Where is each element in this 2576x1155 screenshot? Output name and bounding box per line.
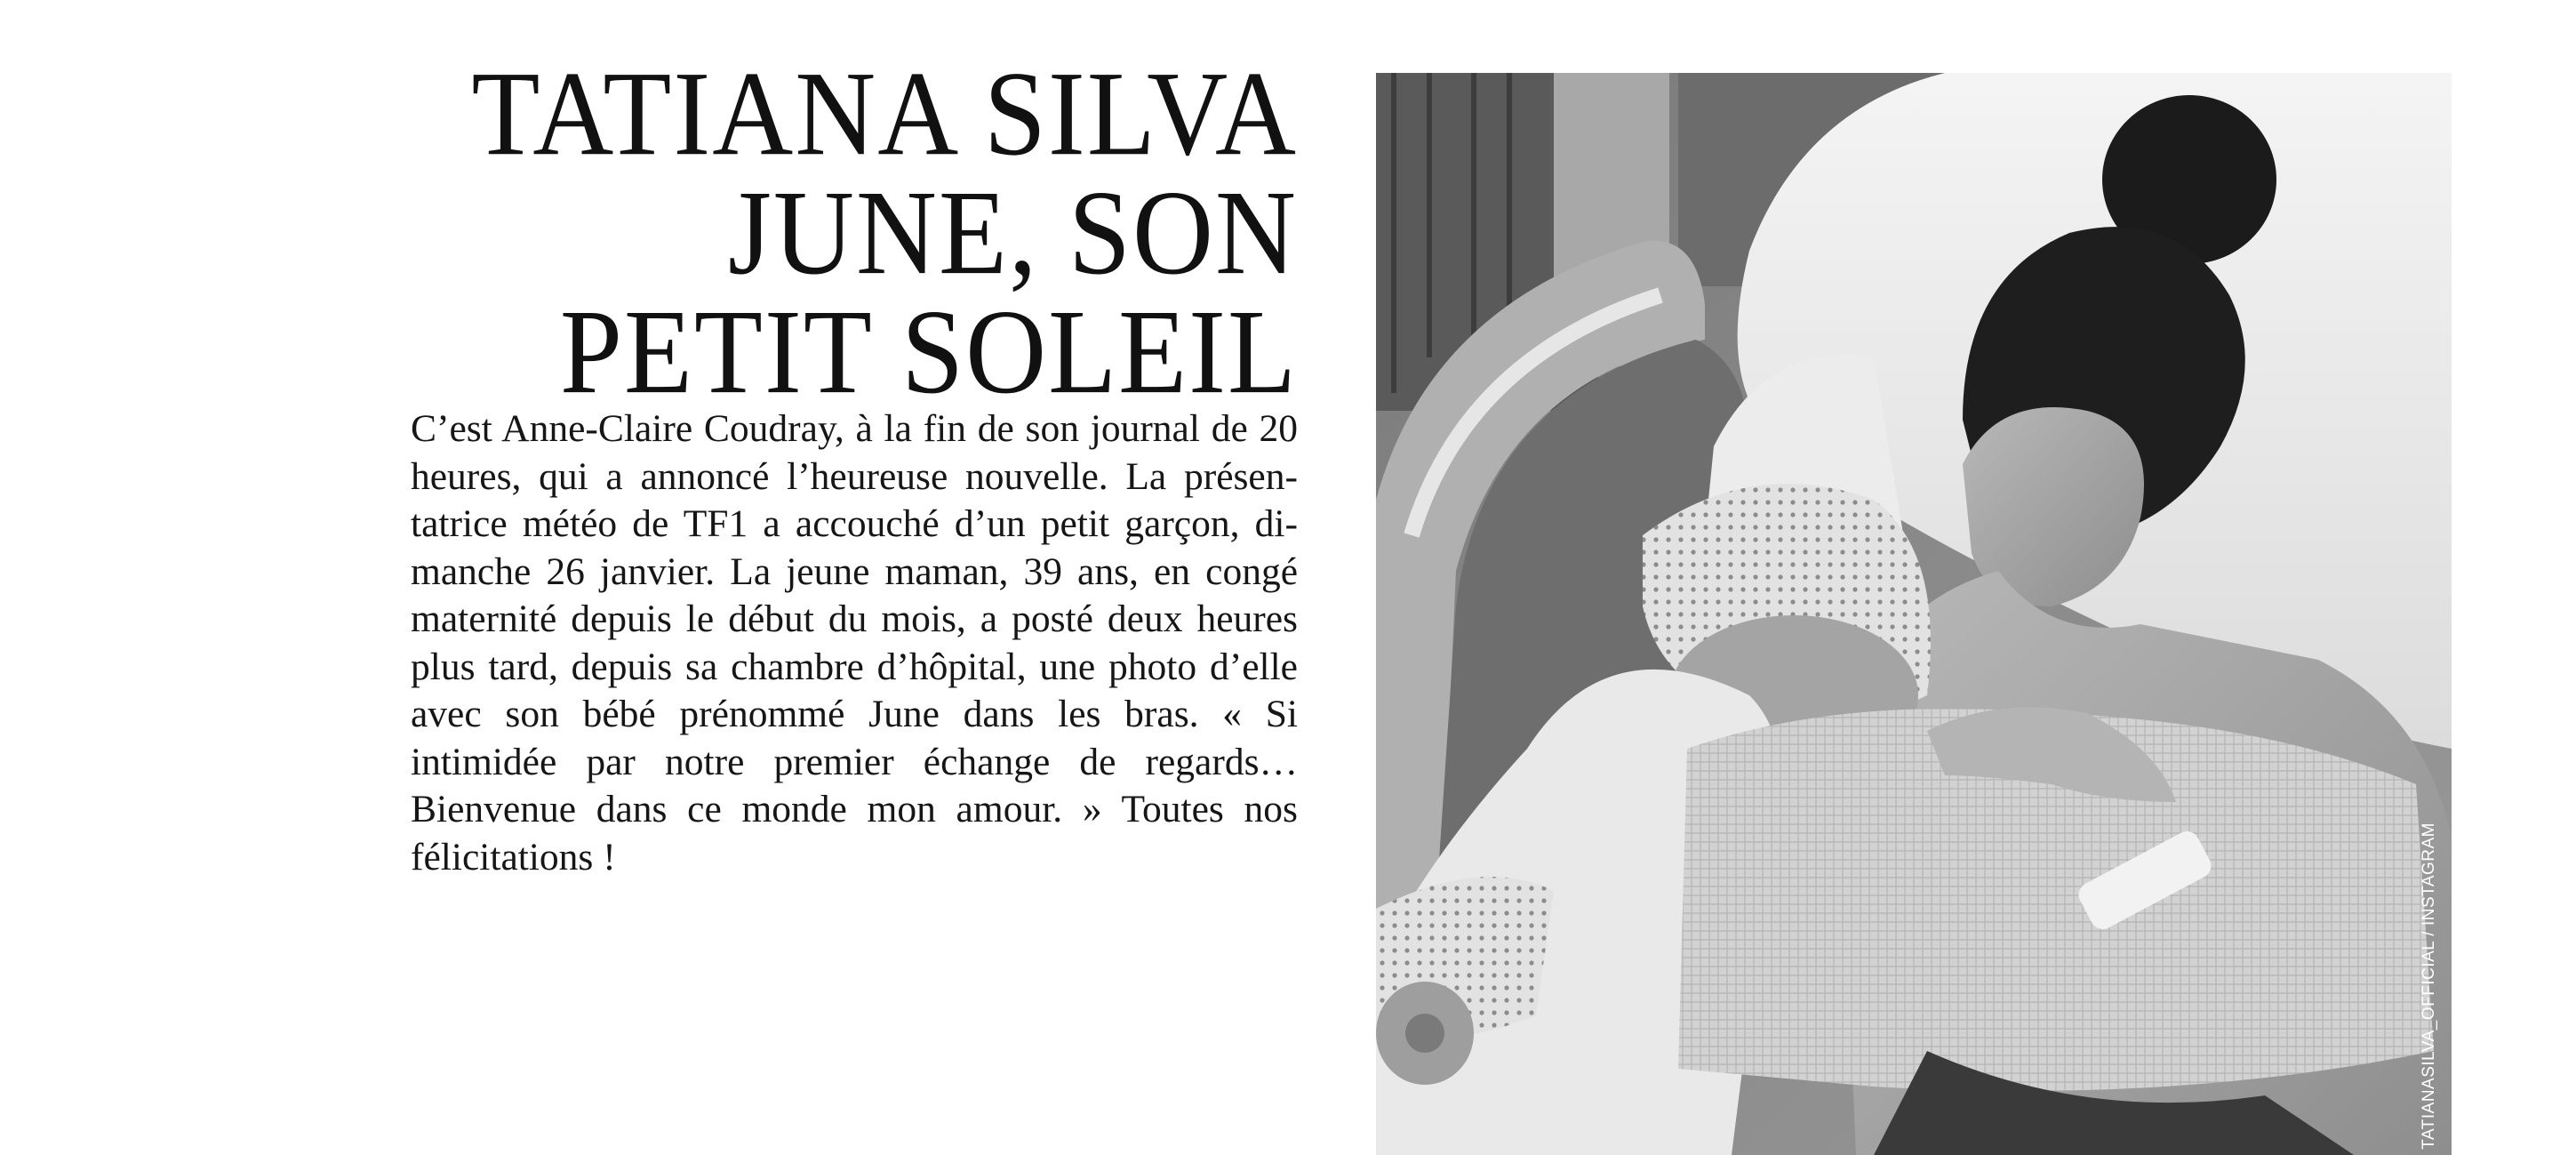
hospital-photo-illustration <box>1376 73 2452 1155</box>
headline-line-2: JUNE, SON <box>727 166 1298 301</box>
article-body: C’est Anne-Claire Coudray, à la fin de son journal de 20 heures, qui a annoncé l’heureuse nouvelle. La présentatrice météo de TF1 a accouché d’un petit garçon, dimanche 26 janvier. La jeune maman, 39 ans, en congé maternité depuis le début du mois, a posté deux heures plus tard, depuis sa chambre d’hôpital, une photo d’elle avec son bébé prénommé June dans les bras. « Si intimidée par notre premier échange de regards… Bienvenue dans ce monde mon amour. » Toutes nos félicitations ! <box>411 407 1298 878</box>
headline-line-3: PETIT SOLEIL <box>559 285 1298 420</box>
photo-credit: TATIANASILVA_OFFICIAL / INSTAGRAM <box>2420 822 2438 1150</box>
article-photo <box>1376 73 2452 1155</box>
headline-line-1: TATIANA SILVA <box>471 47 1298 181</box>
headline <box>391 47 1298 420</box>
